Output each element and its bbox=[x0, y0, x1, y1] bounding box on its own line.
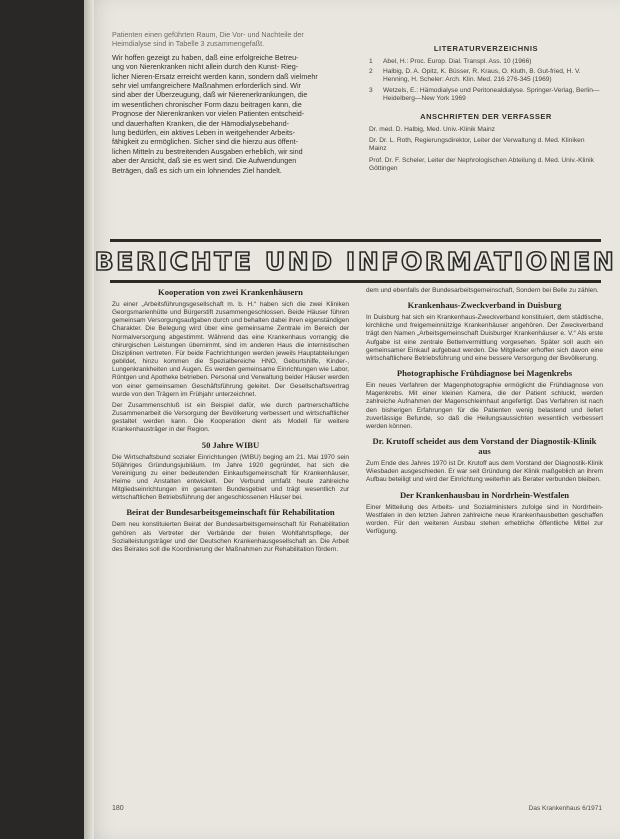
reference-number: 1 bbox=[369, 58, 373, 65]
references-block bbox=[369, 44, 603, 176]
text-line: sehr viel umfangreichere Maßnahmen erforderlich sind. Wir bbox=[112, 81, 301, 91]
news-heading: Kooperation von zwei Krankenhäusern bbox=[158, 287, 303, 297]
text-line: lichen Mitteln zu bestreitenden Ausgaben erheblich, wir sind bbox=[112, 146, 303, 156]
text-line: Prognose der Nierenkranken vor vielen Patienten entscheid- bbox=[112, 109, 305, 119]
reference-item bbox=[369, 87, 603, 103]
news-heading: Dr. Krutoff scheidet aus dem Vorstand der Diagnostik-Klinik aus bbox=[372, 436, 597, 457]
news-paragraph: Dem neu konstituierten Beirat der Bundesarbeitsgemeinschaft für Rehabilitation gehören als Vertreter der Verbände der freien Wohlfahrtspflege, der Sozialleistungsträger und der Deutschen Krankenhausgesellschaft an. Die Arbeit des Beirates soll die Koordinierung der Maßnahmen zur Rehabilitation fördern. bbox=[112, 521, 349, 553]
reference-text: Abel, H.: Proc. Europ. Dial. Transpl. Ass. 10 (1966) bbox=[383, 58, 532, 65]
reference-text: Wetzels, E.: Hämodialyse und Peritonealdialyse. Springer-Verlag, Berlin—Heidelberg—New York 1969 bbox=[383, 86, 600, 102]
page-number: 180 bbox=[112, 805, 124, 812]
news-paragraph: In Duisburg hat sich ein Krankenhaus-Zweckverband konstituiert, dem städtische, kirchliche und freigemeinnützige Krankenhäuser angehören. Der Zweckverband trägt den Namen „Arbeitsgemeinschaft Duisburger Krankenhäuser e. V.“ Als erste Aufgabe ist eine zentrale Bettenvermittlung vorgesehen. Später soll auch ein gemeinsamer Einkauf aufgebaut werden. Die Mitglieder erhoffen sich davon eine wirtschaftlichere Betriebsführung und eine bessere Versorgung der Bevölkerung. bbox=[366, 314, 603, 362]
text-line: und dauerhaften Kranken, die der Hämodialysebehand- bbox=[112, 118, 290, 128]
journal-footer: Das Krankenhaus 6/1971 bbox=[528, 805, 602, 812]
news-paragraph: Die Wirtschaftsbund sozialer Einrichtungen (WIBU) beging am 21. Mai 1970 sein 50jähriges Gründungsjubiläum. Im Jahre 1920 gegründet, hat sich die Vereinigung zu einer bedeutenden Einkaufsgemeinschaft für Krankenhäuser, Heime und Anstalten entwickelt. Der Verbund umfaßt heute zahlreiche Mitgliedseinrichtungen im gesamten Bundesgebiet und trägt wesentlich zur wirtschaftlichen Betriebsführung der angeschlossenen Häuser bei. bbox=[112, 453, 349, 502]
text-line: lung bedürfen, ein aktives Leben in weitgehender Arbeits- bbox=[112, 128, 296, 138]
news-heading: Photographische Frühdiagnose bei Magenkrebs bbox=[396, 368, 573, 379]
page-binding-shadow bbox=[84, 0, 94, 839]
authors-address-title: ANSCHRIFTEN DER VERFASSER bbox=[420, 112, 552, 122]
reference-item bbox=[369, 68, 603, 84]
author-address: Prof. Dr. F. Scheler, Leiter der Nephrologischen Abteilung d. Med. Univ.-Klinik Göttingen bbox=[369, 156, 594, 172]
text-line: aber der Ansicht, daß sie es wert sind. Die Aufwendungen bbox=[112, 156, 297, 166]
references-title: LITERATURVERZEICHNIS bbox=[433, 44, 539, 53]
magazine-page bbox=[84, 0, 620, 839]
reference-text: Halbig, D. A. Opitz, K. Büsser, R. Kraus, O. Kluth, B. Gut-fried, H. V. Henning, H. Scheler: Arch. Klin. Med. 216 276-345 (1969) bbox=[383, 68, 581, 84]
text-line: Beträgen, daß es sich um ein lohnendes Ziel handelt. bbox=[112, 165, 282, 175]
author-address: Dr. Dr. L. Roth, Regierungsdirektor, Leiter der Verwaltung d. Med. Kliniken Mainz bbox=[369, 137, 585, 153]
reference-item bbox=[369, 58, 603, 66]
news-heading: Krankenhaus-Zweckverband in Duisburg bbox=[407, 300, 562, 311]
news-column-left bbox=[112, 287, 349, 557]
news-paragraph: Der Zusammenschluß ist ein Beispiel dafür, wie durch partnerschaftliche Zusammenarbeit die Versorgung der Bevölkerung verbessert und wirtschaftlicher gestaltet werden kann. Die Kooperation dient als Modell für weitere Krankenhausträger in der Region. bbox=[112, 401, 349, 434]
section-title: BERICHTE UND INFORMATIONEN bbox=[94, 246, 617, 276]
reference-number: 3 bbox=[369, 86, 373, 94]
author-address: Dr. med. D. Halbig, Med. Univ.-Klinik Mainz bbox=[369, 126, 495, 134]
text-line: ung von Nierenkranken nicht allein durch den Kunst- Rieg- bbox=[112, 62, 299, 72]
news-paragraph: Ein neues Verfahren der Magenphotographie ermöglicht die Frühdiagnose von Magenkrebs. Mit einer kleinen Kamera, die der Patient schluckt, werden zahlreiche Aufnahmen der Magenschleimhaut angefertigt. Das Verfahren ist nach den bisherigen Erfahrungen für die Patienten wenig belastend und liefert zuverlässige Befunde, so daß die Heilungsaussichten wesentlich verbessert werden können. bbox=[366, 382, 603, 430]
text-line: im wesentlichen chronischer Form dazu beitragen kann, die bbox=[112, 99, 302, 109]
news-column-right bbox=[366, 287, 603, 539]
text-line: Wir hoffen gezeigt zu haben, daß eine erfolgreiche Betreu- bbox=[112, 52, 299, 62]
text-line: Patienten einen geführten Raum, Die Vor- und Nachteile der bbox=[112, 30, 304, 39]
news-paragraph: Zum Ende des Jahres 1970 ist Dr. Krutoff aus dem Vorstand der Diagnostik-Klinik Wiesbaden ausgeschieden. Er war seit Gründung der Klinik maßgeblich an ihrem Aufbau beteiligt und wird der Einrichtung weiterhin als Berater verbunden bleiben. bbox=[366, 460, 603, 484]
news-heading: 50 Jahre WIBU bbox=[201, 439, 260, 450]
reference-number: 2 bbox=[369, 68, 373, 76]
news-heading: Der Krankenhausbau in Nordrhein-Westfalen bbox=[399, 489, 570, 500]
text-line: Heimdialyse sind in Tabelle 3 zusammengefaßt. bbox=[112, 39, 265, 49]
text-line: sind aber der Überzeugung, daß wir Nierenerkrankungen, die bbox=[112, 90, 308, 100]
text-line: licher Nieren-Ersatz erreicht werden kann, sondern daß vielmehr bbox=[112, 71, 318, 81]
article-conclusion bbox=[112, 30, 356, 175]
news-heading: Beirat der Bundesarbeitsgemeinschaft für Rehabilitation bbox=[126, 507, 335, 518]
section-banner bbox=[94, 239, 617, 283]
news-paragraph: Einer Mitteilung des Arbeits- und Sozialministers zufolge sind in Nordrhein-Westfalen in den letzten Jahren zahlreiche neue Krankenhausbetten geschaffen worden. Für den weiteren Ausbau stehen erhebliche öffentliche Mittel zur Verfügung. bbox=[366, 503, 603, 535]
news-paragraph: Zu einer „Arbeitsführungsgesellschaft m. b. H.“ haben sich die zwei Kliniken Georgsmarienhütte und Bürgerstift zusammengeschlossen. Beide Häuser führen gemeinsam Versorgungsaufgaben durch und behalten dabei ihren eigenständigen Charakter. Die Belegung wird über eine gemeinsame Zentrale im Bereich der Normalversorgung abgestimmt. Während das eine Krankenhaus vorrangig die chirurgischen Leistungen übernimmt, sind im anderen Haus die internistischen Disziplinen vertreten. Für beide Fachrichtungen werden jeweils Hauptabteilungen gebildet, hinzu kommen die Spezialbereiche HNO, Geburtshilfe, Kinder-, Lungenkrankheiten und Augen. Es werden gemeinsame Einrichtungen wie Labor, Röntgen und Apotheke betrieben. Personal und Verwaltung beider Häuser werden von einer gemeinsamen Geschäftsführung geleitet. Der Gesellschaftsvertrag wurde von den Trägern im Frühjahr unterzeichnet. bbox=[112, 301, 349, 398]
text-line: fähigkeit zu ermöglichen. Sicher sind die hierzu aus öffent- bbox=[112, 137, 299, 147]
news-paragraph: dem und ebenfalls der Bundesarbeitsgemeinschaft, Sondern bei Belle zu zählen. bbox=[366, 287, 599, 294]
